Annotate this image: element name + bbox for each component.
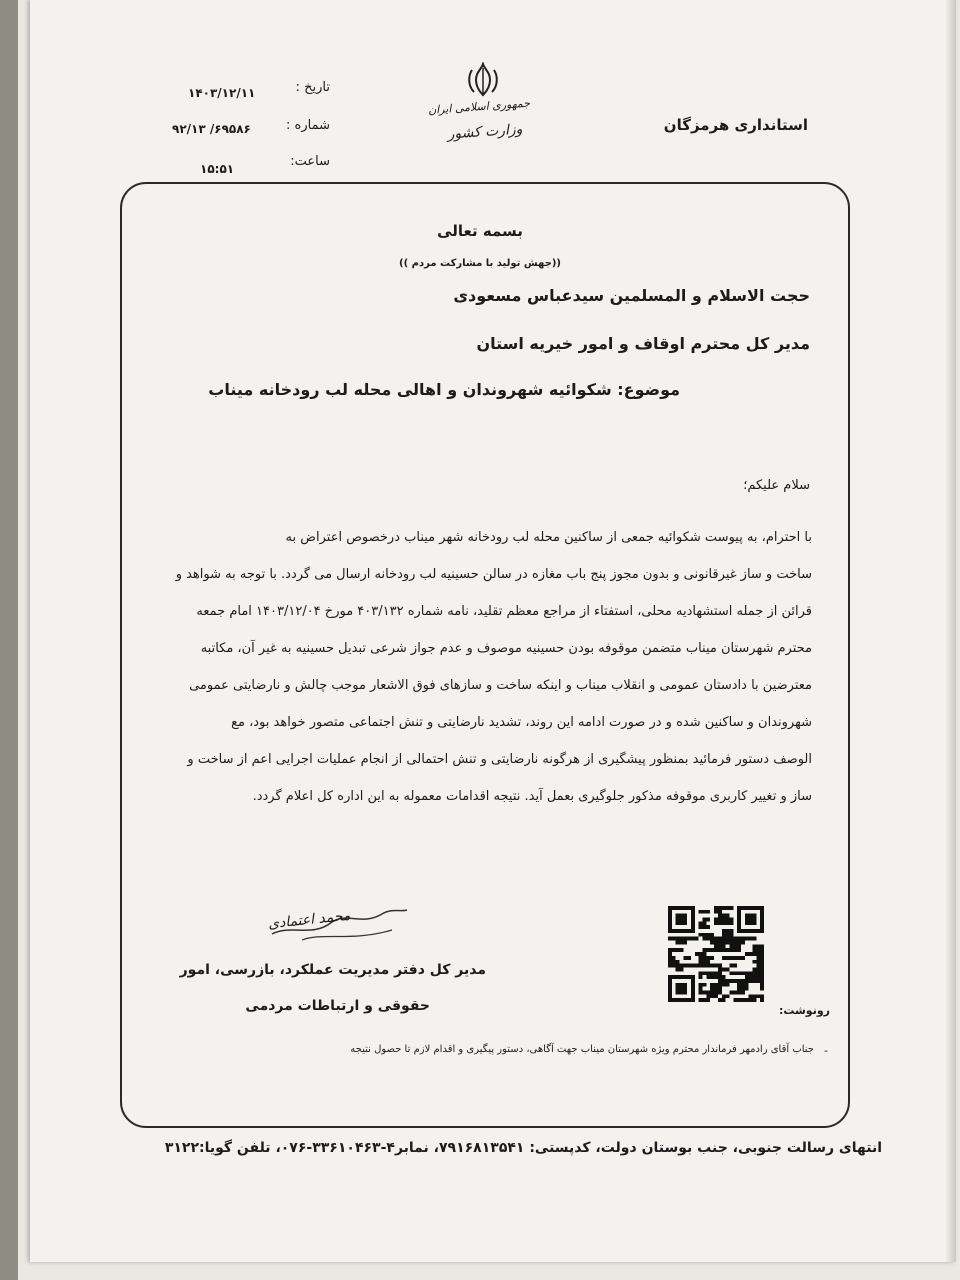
letter-subject: موضوع: شکوائیه شهروندان و اهالی محله لب رودخانه میناب [208, 380, 680, 399]
number-value: ۹۲/۱۳ /۶۹۵۸۶ [172, 122, 251, 136]
bismillah-heading: بسمه تعالی [437, 222, 523, 240]
body-line-4: محترم شهرستان میناب متضمن موقوفه بودن حسینیه موصوف و عدم جواز شرعی تبدیل حسینیه به غیر آن، مکاتبه [200, 641, 812, 656]
department-name: استانداری هرمزگان [663, 116, 808, 134]
body-line-6: شهروندان و ساکنین شده و در صورت ادامه این روند، تشدید نارضایتی و تنش اجتماعی متصور خواهد بود، مع [231, 715, 812, 730]
recipient-title: مدیر کل محترم اوقاف و امور خیریه استان [476, 334, 810, 353]
body-line-5: معترضین با دادستان عمومی و انقلاب میناب و اینکه ساخت و سازهای فوق الاشعار موجب چالش و نارضایتی عمومی [189, 678, 812, 693]
time-label: ساعت: [290, 154, 330, 169]
greeting: سلام علیکم؛ [743, 478, 810, 493]
ministry-name: وزارت کشور [447, 121, 523, 143]
date-value: ۱۴۰۳/۱۲/۱۱ [188, 86, 256, 100]
page-fold-shadow [946, 0, 956, 1262]
number-label: شماره : [286, 118, 330, 133]
time-value: ۱۵:۵۱ [200, 162, 235, 176]
body-line-2: ساخت و ساز غیرقانونی و بدون مجوز پنج باب مغازه در سالن حسینیه لب رودخانه ارسال می گردد. با توجه به شواهد و [175, 567, 812, 582]
body-line-7: الوصف دستور فرمائید بمنظور پیشگیری از هرگونه نارضایتی و تنش احتمالی از انجام عملیات اجرایی اعم از ساخت و [187, 752, 812, 767]
signatory-title-line-1: مدیر کل دفتر مدیریت عملکرد، بازرسی، امور [179, 962, 486, 978]
republic-name: جمهوری اسلامی ایران [427, 96, 531, 117]
cc-label: رونوشت: [778, 1004, 830, 1017]
date-label: تاریخ : [295, 80, 330, 95]
cc-bullet: - [824, 1044, 828, 1057]
body-line-1: با احترام، به پیوست شکوائیه جمعی از ساکنین محله لب رودخانه شهر میناب درخصوص اعتراض به [285, 530, 812, 545]
signatory-name: محمد اعتمادی [267, 907, 352, 933]
body-line-3: قرائن از جمله استشهادیه محلی، استفتاء از مراجع معظم تقلید، نامه شماره ۴۰۳/۱۳۲ مورخ ۱۴۰۳/۱۲/۰۴ امام جمعه [196, 604, 812, 619]
footer-address: انتهای رسالت جنوبی، جنب بوستان دولت، کدپستی: ۷۹۱۶۸۱۳۵۴۱، نمابر۴-۳۳۶۱۰۴۶۳-۰۷۶، تلفن گویا:۳۱۲۲ [164, 1140, 882, 1156]
iran-emblem-icon [466, 62, 500, 98]
cc-recipient: جناب آقای رادمهر فرماندار محترم ویژه شهرستان میناب جهت آگاهی، دستور پیگیری و اقدام لازم تا حصول نتیجه [350, 1044, 814, 1055]
qr-code [668, 906, 764, 1002]
recipient-name: حجت الاسلام و المسلمین سیدعباس مسعودی [453, 286, 810, 305]
signatory-title-line-2: حقوقی و ارتباطات مردمی [245, 998, 430, 1014]
year-motto: (( جهش تولید با مشارکت مردم)) [399, 258, 561, 269]
ministry-emblem [427, 62, 531, 150]
body-line-8: ساز و تغییر کاربری موقوفه مذکور جلوگیری بعمل آید. نتیجه اقدامات معموله به این اداره کل اعلام گردد. [252, 789, 812, 804]
